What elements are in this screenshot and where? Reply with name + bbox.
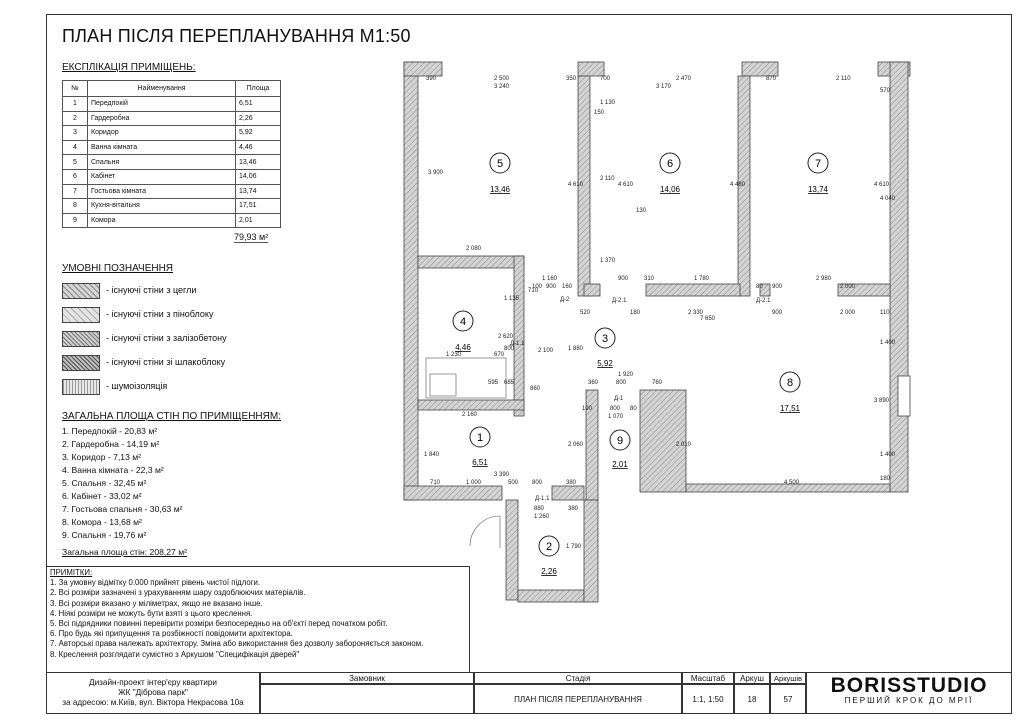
dimension-label: 520 — [580, 310, 591, 316]
dimension-label: 180 — [880, 476, 891, 482]
walls-heading: ЗАГАЛЬНА ПЛОЩА СТІН ПО ПРИМІЩЕННЯМ: — [62, 411, 281, 422]
list-item: 1. За умовну відмітку 0.000 прийнят рівень чистої підлоги. — [50, 578, 261, 588]
dimension-label: 150 — [594, 110, 605, 116]
svg-text:1: 1 — [476, 432, 484, 444]
svg-text:13,74: 13,74 — [807, 185, 829, 194]
dimension-label: 3 890 — [874, 398, 890, 404]
room-1-label — [470, 427, 490, 467]
dimension-label: 1 130 — [600, 100, 616, 106]
svg-text:7: 7 — [814, 158, 822, 170]
page-title: ПЛАН ПІСЛЯ ПЕРЕПЛАНУВАННЯ М1:50 — [62, 26, 411, 46]
svg-text:6: 6 — [666, 158, 674, 170]
svg-text:5,92: 5,92 — [597, 359, 613, 368]
dimension-label: 380 — [566, 480, 577, 486]
table-row: 3 Коридор 5,92 — [63, 126, 281, 141]
room-4-label — [453, 311, 473, 352]
list-item: 1. Передпокій - 20,83 м² — [62, 426, 158, 436]
dimension-label: 800 — [616, 380, 627, 386]
dimension-label: 1 790 — [566, 544, 582, 550]
dimension-label: 2 470 — [676, 76, 692, 82]
sheet-name: ПЛАН ПІСЛЯ ПЕРЕПЛАНУВАННЯ — [474, 684, 682, 714]
sheet-header: Аркуш — [734, 672, 770, 684]
legend-heading: УМОВНІ ПОЗНАЧЕННЯ — [62, 263, 174, 274]
dimension-label: 685 — [504, 380, 515, 386]
svg-text:2,26: 2,26 — [541, 567, 557, 576]
dimension-label: 4 610 — [874, 182, 890, 188]
table-row: 5 Спальня 13,46 — [63, 155, 281, 170]
list-item: 4. Ванна кімната - 22,3 м² — [62, 465, 164, 475]
dimension-label: 2 100 — [538, 348, 554, 354]
explication-total: 79,93 м² — [234, 232, 269, 242]
dimension-label: 4 610 — [568, 182, 584, 188]
svg-text:2: 2 — [545, 541, 553, 553]
dimension-label: 800 — [610, 406, 621, 412]
room-8-label — [780, 372, 801, 413]
dimension-label: 2 330 — [688, 310, 704, 316]
svg-text:6,51: 6,51 — [472, 458, 488, 467]
dimension-label: 4 610 — [618, 182, 634, 188]
dimension-label: 1 260 — [534, 514, 550, 520]
table-row: 4 Ванна кімната 4,46 — [63, 140, 281, 155]
dimension-label: 595 — [488, 380, 499, 386]
dimension-label: 710 — [528, 288, 539, 294]
dimension-label: 80 — [756, 284, 763, 290]
room-9-label — [610, 430, 630, 469]
dimension-label: 1 840 — [424, 452, 440, 458]
table-row: 9 Комора 2,01 — [63, 213, 281, 228]
dimension-label: 100 — [532, 284, 543, 290]
dimension-label: 4 480 — [730, 182, 746, 188]
dimension-label: 860 — [530, 386, 541, 392]
dimension-label: 80 — [630, 406, 637, 412]
dimension-label: 1 230 — [446, 352, 462, 358]
svg-text:4: 4 — [459, 316, 467, 328]
dimension-label: 1 160 — [542, 276, 558, 282]
sheet-value: 18 — [734, 684, 770, 714]
list-item: 2. Гардеробна - 14,19 м² — [62, 439, 160, 449]
list-item: 3. Коридор - 7,13 м² — [62, 452, 142, 462]
col-area: Площа — [236, 81, 281, 97]
stage-header: Стадія — [474, 672, 682, 684]
dimension-label: 110 — [880, 310, 890, 316]
dimension-label: 570 — [880, 88, 891, 94]
dimension-label: 1 780 — [694, 276, 710, 282]
dimension-label: 1 880 — [568, 346, 584, 352]
explication-heading: ЕКСПЛІКАЦІЯ ПРИМІЩЕНЬ: — [62, 62, 196, 73]
room-6-label — [660, 153, 681, 194]
dimension-label: 2 080 — [466, 246, 482, 252]
dimension-label: 2 980 — [816, 276, 832, 282]
list-item: 5. Всі підрядники повинні перевірити розміри безпосередньо на об'єкті перед початком робіт. — [50, 619, 388, 629]
svg-text:9: 9 — [616, 435, 624, 447]
door-label: Д-2.1 — [612, 298, 627, 304]
dimension-label: 900 — [772, 284, 783, 290]
dimension-label: 870 — [766, 76, 777, 82]
dimension-label: 760 — [652, 380, 663, 386]
list-item: 4. Ніякі розміри не можуть бути взяті з цього креслення. — [50, 608, 253, 618]
dimension-label: 310 — [644, 276, 655, 282]
dimension-label: 2 160 — [462, 412, 478, 418]
table-row: 7 Гостьова кімната 13,74 — [63, 184, 281, 199]
door-label: Д-2.1 — [756, 298, 771, 304]
svg-text:4,46: 4,46 — [455, 343, 471, 352]
svg-text:3: 3 — [601, 333, 609, 345]
room-3-label — [595, 328, 615, 368]
svg-text:17,51: 17,51 — [779, 404, 801, 413]
dimension-label: 2 500 — [494, 76, 510, 82]
dimension-label: 130 — [636, 208, 647, 214]
dimension-label: 1 370 — [600, 258, 616, 264]
table-row: 6 Кабінет 14,06 — [63, 169, 281, 184]
dimension-label: 4 040 — [880, 196, 896, 202]
dimension-label: 2 620 — [498, 334, 514, 340]
dimension-label: 3 900 — [428, 170, 444, 176]
dimension-label: 670 — [494, 352, 505, 358]
scale-value: 1:1, 1:50 — [682, 684, 734, 714]
customer-header: Замовник — [260, 672, 474, 684]
dimension-label: 900 — [546, 284, 557, 290]
list-item: 5. Спальня - 32,45 м² — [62, 478, 147, 488]
dimension-label: 4 500 — [784, 480, 800, 486]
svg-text:5: 5 — [496, 158, 504, 170]
dimension-label: 880 — [534, 506, 545, 512]
dimension-label: 3 170 — [656, 84, 672, 90]
dimension-label: 1 070 — [608, 414, 624, 420]
table-row: 8 Кухня-вітальня 17,51 — [63, 199, 281, 214]
dimension-label: 190 — [582, 406, 593, 412]
project-info: Дизайн-проект інтер'єру квартири ЖК "Діброва парк" за адресою: м.Київ, вул. Віктора Некрасова 10а — [46, 672, 260, 714]
svg-text:14,06: 14,06 — [659, 185, 681, 194]
dimension-label: 390 — [426, 76, 437, 82]
room-7-label — [808, 153, 829, 194]
door-label: Д-1.1 — [535, 496, 550, 502]
dimension-label: 360 — [588, 380, 599, 386]
sheets-value: 57 — [770, 684, 806, 714]
walls-total: Загальна площа стін: 208,27 м² — [62, 547, 187, 557]
table-row: 2 Гардеробна 2,26 — [63, 111, 281, 126]
dimension-label: 2 110 — [836, 76, 851, 82]
dimension-label: 710 — [430, 480, 441, 486]
dimension-label: 2 010 — [676, 442, 692, 448]
dimension-label: 1 400 — [880, 452, 896, 458]
sheets-header: Аркушів — [770, 672, 806, 684]
dimension-label: 900 — [618, 276, 629, 282]
dimension-label: 7 650 — [700, 316, 716, 322]
dimension-label: 2 000 — [840, 284, 856, 290]
door-label: Д-1.1 — [510, 341, 525, 347]
dimension-label: 500 — [508, 480, 519, 486]
dimension-label: 2 000 — [840, 310, 856, 316]
dimension-label: 800 — [532, 480, 543, 486]
col-name: Найменування — [88, 81, 236, 97]
svg-text:8: 8 — [786, 377, 794, 389]
dimension-label: 1 000 — [466, 480, 482, 486]
room-5-label — [490, 153, 511, 194]
list-item: 8. Комора - 13,68 м² — [62, 517, 142, 527]
dimension-label: 800 — [504, 346, 515, 352]
dimension-label: 380 — [568, 506, 579, 512]
list-item: 8. Креслення розглядати сумістно з Аркушом "Специфікація дверей" — [50, 649, 300, 659]
brand-name: BORISSTUDIO — [830, 674, 988, 697]
window — [898, 376, 910, 416]
door-label: Д-2 — [560, 297, 570, 303]
dimension-label: 180 — [630, 310, 641, 316]
dimension-label: 1 135 — [504, 296, 520, 302]
table-row: 1 Передпокій 6,51 — [63, 97, 281, 112]
list-item: 3. Всі розміри вказано у міліметрах, якщо не вказано інше. — [50, 598, 263, 608]
svg-text:2,01: 2,01 — [612, 460, 628, 469]
dimension-label: 1 400 — [880, 340, 896, 346]
door-label: Д-1 — [614, 396, 624, 402]
dimension-label: 2 060 — [568, 442, 584, 448]
list-item: 7. Авторські права належать архітектору. Зміна або використання без дозволу забороняється законом. — [50, 639, 424, 649]
dimension-label: 3 390 — [494, 472, 510, 478]
dimension-label: 900 — [772, 310, 783, 316]
dimension-label: 2 110 — [600, 176, 615, 182]
dimension-label: 3 240 — [494, 84, 510, 90]
plan-walls — [404, 62, 910, 602]
list-item: 6. Про будь які припущення та розбіжності повідомити архітектора. — [50, 629, 293, 639]
dimension-label: 160 — [562, 284, 573, 290]
list-item: 7. Гостьова спальня - 30,63 м² — [62, 504, 183, 514]
dimension-label: 700 — [600, 76, 611, 82]
list-item: 9. Спальня - 19,76 м² — [62, 530, 147, 540]
col-number: № — [63, 81, 88, 97]
dimension-label: 350 — [566, 76, 577, 82]
dimension-label: 1 920 — [618, 372, 634, 378]
brand-slogan: ПЕРШИЙ КРОК ДО МРІЇ — [844, 696, 974, 705]
list-item: 2. Всі розміри зазначені з урахуванням шару оздоблюючих матеріалів. — [50, 588, 306, 598]
scale-header: Масштаб — [682, 672, 734, 684]
room-2-label — [539, 536, 559, 576]
svg-text:13,46: 13,46 — [489, 185, 511, 194]
notes-heading: ПРИМІТКИ: — [50, 568, 93, 577]
list-item: 6. Кабінет - 33,02 м² — [62, 491, 142, 501]
